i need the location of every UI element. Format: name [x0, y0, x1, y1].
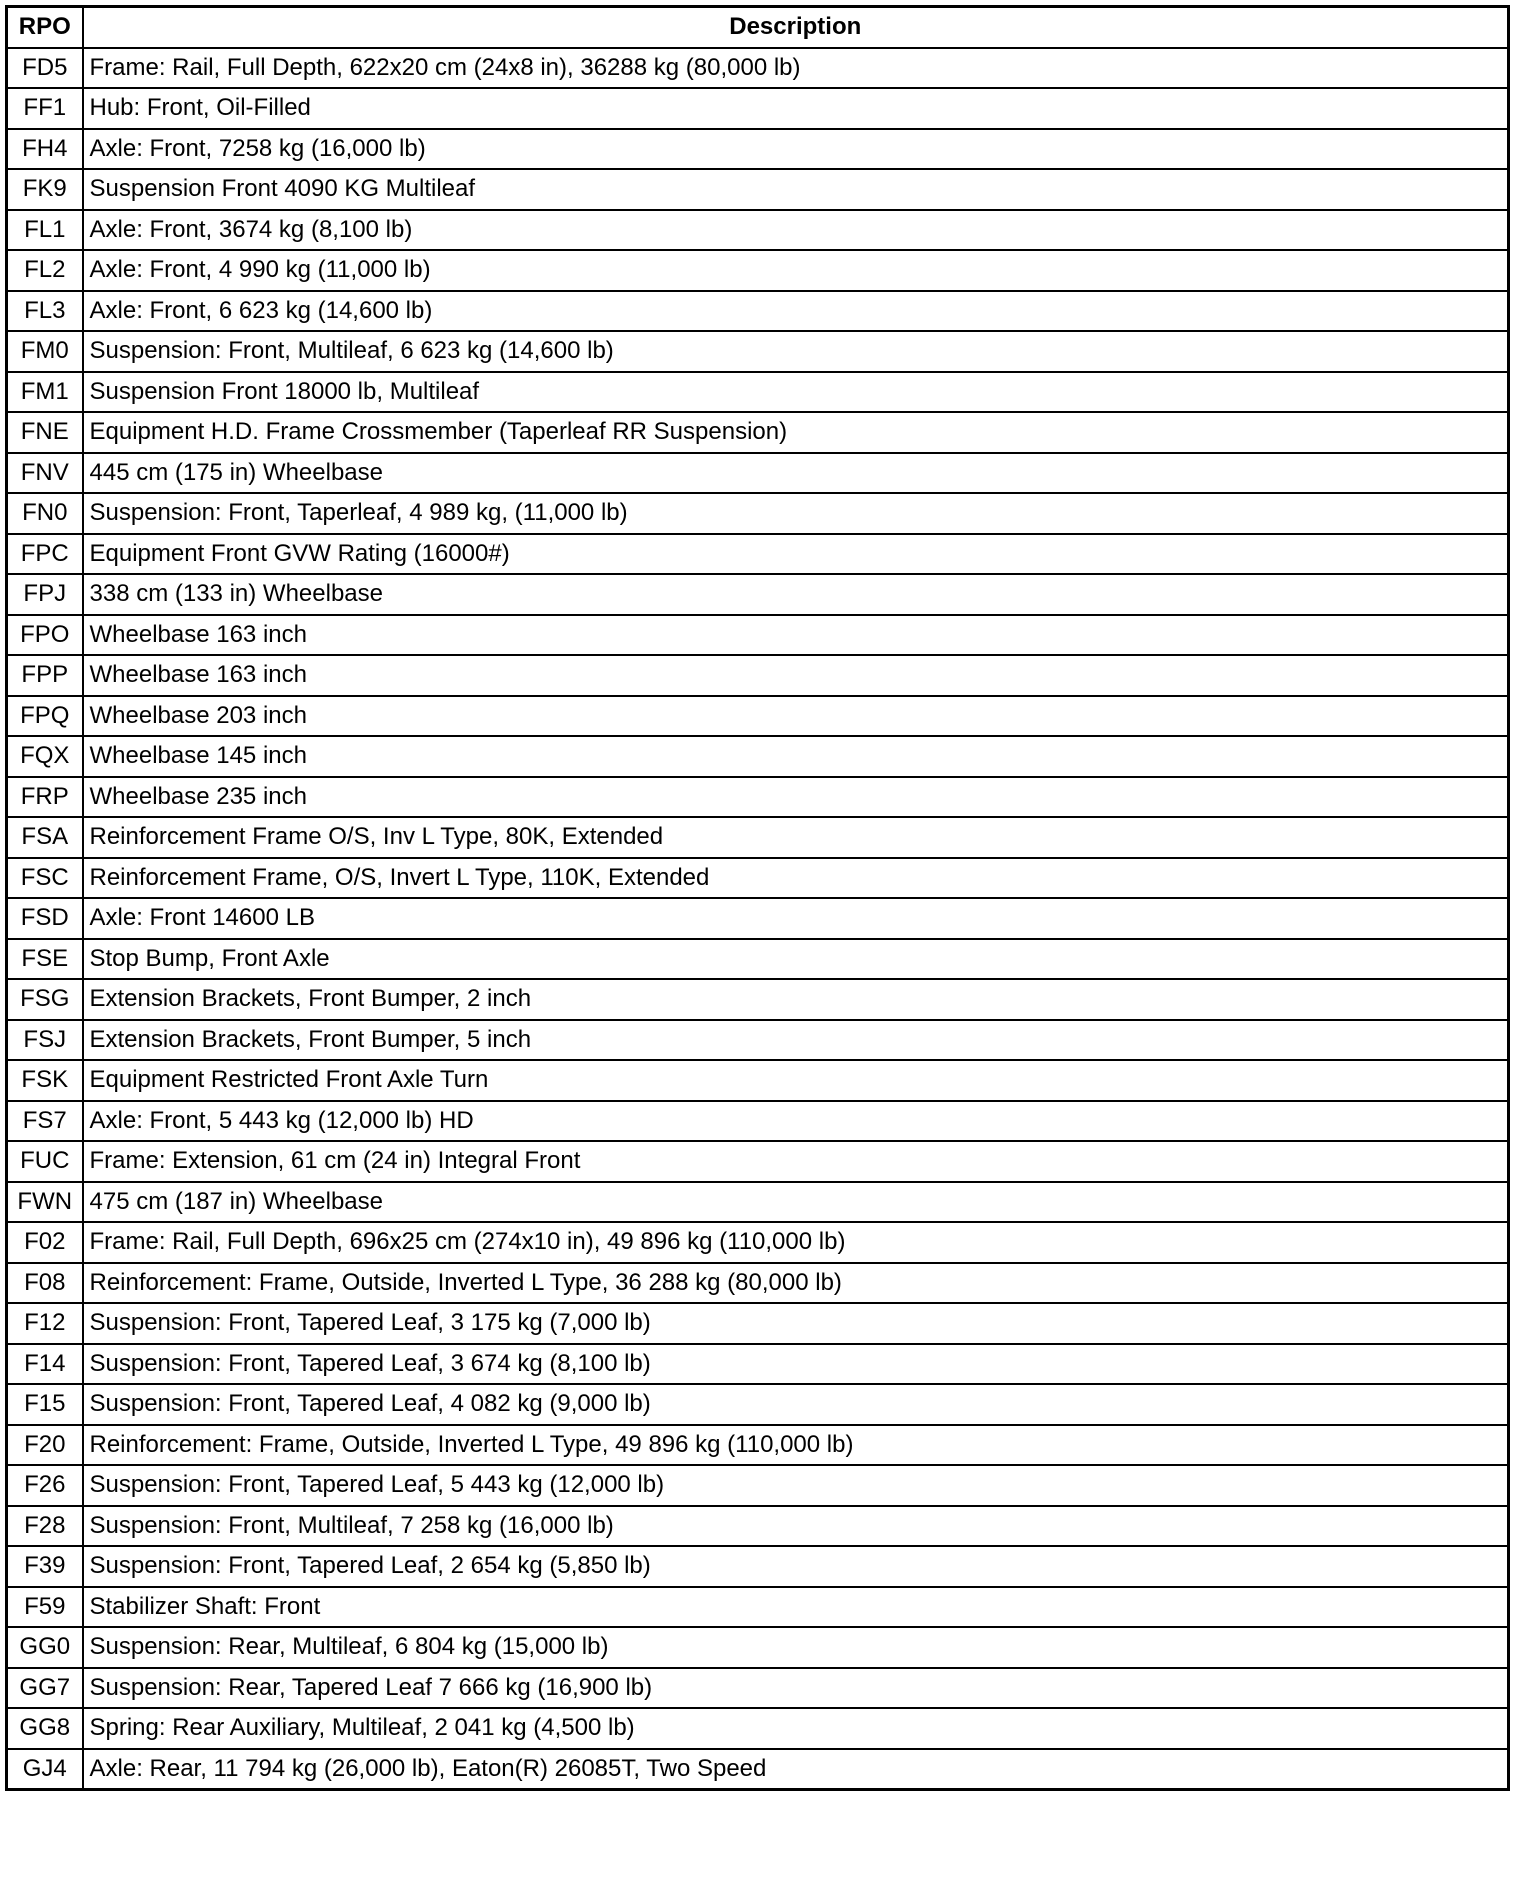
table-row: [7, 858, 1509, 899]
table-row: [7, 1465, 1509, 1506]
header-rpo: RPO: [7, 7, 83, 48]
rpo-code-cell: FSD: [7, 898, 83, 939]
table-row: [7, 615, 1509, 656]
rpo-code-cell: FWN: [7, 1182, 83, 1223]
rpo-code-cell: F02: [7, 1222, 83, 1263]
table-row: [7, 1506, 1509, 1547]
rpo-code-cell: F12: [7, 1303, 83, 1344]
rpo-code-cell: F20: [7, 1425, 83, 1466]
table-row: [7, 412, 1509, 453]
description-cell: Wheelbase 163 inch: [83, 655, 1509, 696]
rpo-code-cell: FH4: [7, 129, 83, 170]
description-cell: Frame: Rail, Full Depth, 622x20 cm (24x8 in), 36288 kg (80,000 lb): [83, 48, 1509, 89]
table-row: [7, 1668, 1509, 1709]
rpo-code-cell: FSE: [7, 939, 83, 980]
description-cell: Axle: Rear, 11 794 kg (26,000 lb), Eaton(R) 26085T, Two Speed: [83, 1749, 1509, 1790]
rpo-code-cell: FL1: [7, 210, 83, 251]
table-row: [7, 777, 1509, 818]
description-cell: Reinforcement Frame, O/S, Invert L Type, 110K, Extended: [83, 858, 1509, 899]
table-row: [7, 939, 1509, 980]
rpo-code-cell: F26: [7, 1465, 83, 1506]
table-row: [7, 1749, 1509, 1790]
rpo-code-cell: FNE: [7, 412, 83, 453]
table-row: [7, 1101, 1509, 1142]
description-cell: Equipment H.D. Frame Crossmember (Taperleaf RR Suspension): [83, 412, 1509, 453]
description-cell: Equipment Front GVW Rating (16000#): [83, 534, 1509, 575]
description-cell: Frame: Extension, 61 cm (24 in) Integral Front: [83, 1141, 1509, 1182]
description-cell: Reinforcement: Frame, Outside, Inverted L Type, 49 896 kg (110,000 lb): [83, 1425, 1509, 1466]
table-row: [7, 1627, 1509, 1668]
description-cell: Suspension: Front, Multileaf, 6 623 kg (14,600 lb): [83, 331, 1509, 372]
rpo-code-cell: FSK: [7, 1060, 83, 1101]
table-row: [7, 1182, 1509, 1223]
description-cell: Wheelbase 163 inch: [83, 615, 1509, 656]
table-row: [7, 1708, 1509, 1749]
table-row: [7, 493, 1509, 534]
table-row: [7, 1546, 1509, 1587]
description-cell: Axle: Front, 4 990 kg (11,000 lb): [83, 250, 1509, 291]
table-row: [7, 48, 1509, 89]
rpo-code-cell: GG8: [7, 1708, 83, 1749]
description-cell: Extension Brackets, Front Bumper, 2 inch: [83, 979, 1509, 1020]
rpo-code-cell: GG0: [7, 1627, 83, 1668]
description-cell: Reinforcement Frame O/S, Inv L Type, 80K, Extended: [83, 817, 1509, 858]
rpo-code-cell: F15: [7, 1384, 83, 1425]
table-row: [7, 1384, 1509, 1425]
rpo-code-cell: FQX: [7, 736, 83, 777]
description-cell: Suspension: Rear, Tapered Leaf 7 666 kg (16,900 lb): [83, 1668, 1509, 1709]
rpo-code-cell: FM1: [7, 372, 83, 413]
rpo-code-cell: FS7: [7, 1101, 83, 1142]
rpo-code-cell: FRP: [7, 777, 83, 818]
rpo-code-cell: GJ4: [7, 1749, 83, 1790]
description-cell: Suspension: Front, Tapered Leaf, 2 654 kg (5,850 lb): [83, 1546, 1509, 1587]
rpo-code-cell: FSA: [7, 817, 83, 858]
rpo-code-cell: FL3: [7, 291, 83, 332]
description-cell: Wheelbase 235 inch: [83, 777, 1509, 818]
description-cell: Suspension: Front, Tapered Leaf, 4 082 kg (9,000 lb): [83, 1384, 1509, 1425]
description-cell: Suspension: Front, Tapered Leaf, 3 674 kg (8,100 lb): [83, 1344, 1509, 1385]
table-row: [7, 169, 1509, 210]
description-cell: Stabilizer Shaft: Front: [83, 1587, 1509, 1628]
table-row: [7, 331, 1509, 372]
description-cell: Axle: Front, 5 443 kg (12,000 lb) HD: [83, 1101, 1509, 1142]
description-cell: Suspension Front 4090 KG Multileaf: [83, 169, 1509, 210]
rpo-code-cell: F28: [7, 1506, 83, 1547]
table-row: [7, 1587, 1509, 1628]
table-row: [7, 534, 1509, 575]
table-row: [7, 1263, 1509, 1304]
table-row: [7, 979, 1509, 1020]
description-cell: Wheelbase 145 inch: [83, 736, 1509, 777]
rpo-code-cell: FK9: [7, 169, 83, 210]
table-row: [7, 453, 1509, 494]
table-row: [7, 817, 1509, 858]
rpo-code-cell: FNV: [7, 453, 83, 494]
table-row: [7, 736, 1509, 777]
table-body: [7, 48, 1509, 1790]
rpo-code-cell: F59: [7, 1587, 83, 1628]
table-row: [7, 372, 1509, 413]
rpo-table: [5, 5, 1510, 1791]
description-cell: 475 cm (187 in) Wheelbase: [83, 1182, 1509, 1223]
description-cell: Stop Bump, Front Axle: [83, 939, 1509, 980]
table-row: [7, 1020, 1509, 1061]
description-cell: Spring: Rear Auxiliary, Multileaf, 2 041 kg (4,500 lb): [83, 1708, 1509, 1749]
table-header-row: [7, 7, 1509, 48]
table-row: [7, 129, 1509, 170]
rpo-code-cell: FPO: [7, 615, 83, 656]
rpo-code-cell: FSC: [7, 858, 83, 899]
table-row: [7, 1060, 1509, 1101]
description-cell: Equipment Restricted Front Axle Turn: [83, 1060, 1509, 1101]
description-cell: Frame: Rail, Full Depth, 696x25 cm (274x10 in), 49 896 kg (110,000 lb): [83, 1222, 1509, 1263]
description-cell: Reinforcement: Frame, Outside, Inverted L Type, 36 288 kg (80,000 lb): [83, 1263, 1509, 1304]
table-row: [7, 1344, 1509, 1385]
rpo-code-cell: FD5: [7, 48, 83, 89]
rpo-code-cell: F39: [7, 1546, 83, 1587]
table-row: [7, 1222, 1509, 1263]
description-cell: Axle: Front 14600 LB: [83, 898, 1509, 939]
rpo-code-cell: F14: [7, 1344, 83, 1385]
description-cell: Suspension Front 18000 lb, Multileaf: [83, 372, 1509, 413]
table-row: [7, 1425, 1509, 1466]
rpo-code-cell: FSJ: [7, 1020, 83, 1061]
description-cell: Suspension: Front, Tapered Leaf, 3 175 kg (7,000 lb): [83, 1303, 1509, 1344]
rpo-code-cell: FPJ: [7, 574, 83, 615]
description-cell: Axle: Front, 7258 kg (16,000 lb): [83, 129, 1509, 170]
description-cell: Extension Brackets, Front Bumper, 5 inch: [83, 1020, 1509, 1061]
description-cell: Axle: Front, 6 623 kg (14,600 lb): [83, 291, 1509, 332]
description-cell: 338 cm (133 in) Wheelbase: [83, 574, 1509, 615]
rpo-code-cell: FL2: [7, 250, 83, 291]
table-row: [7, 1303, 1509, 1344]
description-cell: Suspension: Rear, Multileaf, 6 804 kg (15,000 lb): [83, 1627, 1509, 1668]
rpo-code-cell: FPP: [7, 655, 83, 696]
table-row: [7, 898, 1509, 939]
description-cell: Suspension: Front, Taperleaf, 4 989 kg, (11,000 lb): [83, 493, 1509, 534]
header-description: Description: [83, 7, 1509, 48]
rpo-code-cell: FF1: [7, 88, 83, 129]
table-row: [7, 655, 1509, 696]
table-row: [7, 250, 1509, 291]
description-cell: 445 cm (175 in) Wheelbase: [83, 453, 1509, 494]
rpo-code-cell: FPQ: [7, 696, 83, 737]
rpo-code-cell: F08: [7, 1263, 83, 1304]
rpo-code-cell: FPC: [7, 534, 83, 575]
rpo-code-cell: GG7: [7, 1668, 83, 1709]
table-row: [7, 210, 1509, 251]
rpo-code-cell: FN0: [7, 493, 83, 534]
table-row: [7, 696, 1509, 737]
table-row: [7, 1141, 1509, 1182]
description-cell: Hub: Front, Oil-Filled: [83, 88, 1509, 129]
table-row: [7, 574, 1509, 615]
table-row: [7, 88, 1509, 129]
rpo-code-cell: FM0: [7, 331, 83, 372]
description-cell: Wheelbase 203 inch: [83, 696, 1509, 737]
rpo-code-cell: FUC: [7, 1141, 83, 1182]
description-cell: Suspension: Front, Multileaf, 7 258 kg (16,000 lb): [83, 1506, 1509, 1547]
description-cell: Axle: Front, 3674 kg (8,100 lb): [83, 210, 1509, 251]
rpo-code-cell: FSG: [7, 979, 83, 1020]
description-cell: Suspension: Front, Tapered Leaf, 5 443 kg (12,000 lb): [83, 1465, 1509, 1506]
table-row: [7, 291, 1509, 332]
